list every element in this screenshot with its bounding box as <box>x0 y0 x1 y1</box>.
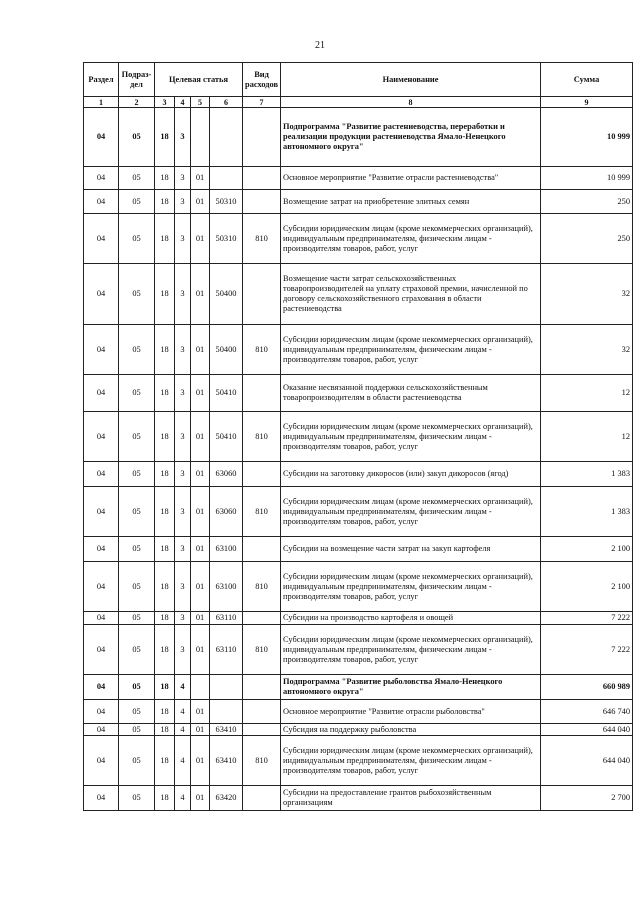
subprogram-code-cell: 4 <box>175 736 191 786</box>
podrazdel-cell: 05 <box>119 487 155 537</box>
podrazdel-cell: 05 <box>119 325 155 375</box>
name-cell: Основное мероприятие "Развитие отрасли растениеводства" <box>281 167 541 190</box>
sum-cell: 2 100 <box>541 537 633 562</box>
direction-code-cell <box>210 167 243 190</box>
razdel-cell: 04 <box>84 412 119 462</box>
podrazdel-cell: 05 <box>119 214 155 264</box>
name-cell: Оказание несвязанной поддержки сельскохозяйственным товаропроизводителям в области растениеводства <box>281 375 541 412</box>
header-target-article: Целевая статья <box>155 63 243 97</box>
sum-cell: 644 040 <box>541 736 633 786</box>
podrazdel-cell: 05 <box>119 264 155 325</box>
table-row <box>84 190 633 214</box>
name-cell: Субсидии юридическим лицам (кроме некоммерческих организаций), индивидуальным предпринимателям, физическим лицам - производителям товаров, работ, услуг <box>281 325 541 375</box>
direction-code-cell: 63100 <box>210 562 243 612</box>
podrazdel-cell: 05 <box>119 736 155 786</box>
direction-code-cell <box>210 108 243 167</box>
sum-cell: 10 999 <box>541 108 633 167</box>
direction-code-cell: 50400 <box>210 325 243 375</box>
program-code-cell: 18 <box>155 612 175 625</box>
direction-code-cell: 63060 <box>210 462 243 487</box>
subprogram-code-cell: 3 <box>175 190 191 214</box>
razdel-cell: 04 <box>84 724 119 736</box>
event-code-cell: 01 <box>191 325 210 375</box>
event-code-cell: 01 <box>191 487 210 537</box>
event-code-cell: 01 <box>191 167 210 190</box>
program-code-cell: 18 <box>155 167 175 190</box>
expense-type-cell: 810 <box>243 412 281 462</box>
program-code-cell: 18 <box>155 537 175 562</box>
name-cell: Субсидии юридическим лицам (кроме некоммерческих организаций), индивидуальным предпринимателям, физическим лицам - производителям товаров, работ, услуг <box>281 736 541 786</box>
column-number: 8 <box>281 97 541 108</box>
program-code-cell: 18 <box>155 108 175 167</box>
event-code-cell: 01 <box>191 375 210 412</box>
program-code-cell: 18 <box>155 462 175 487</box>
direction-code-cell: 63110 <box>210 612 243 625</box>
program-code-cell: 18 <box>155 325 175 375</box>
razdel-cell: 04 <box>84 487 119 537</box>
name-cell: Субсидии на производство картофеля и овощей <box>281 612 541 625</box>
table-row <box>84 487 633 537</box>
direction-code-cell: 63100 <box>210 537 243 562</box>
direction-code-cell: 50310 <box>210 214 243 264</box>
event-code-cell <box>191 675 210 700</box>
podrazdel-cell: 05 <box>119 724 155 736</box>
name-cell: Подпрограмма "Развитие растениеводства, переработки и реализации продукции растениеводства Ямало-Ненецкого автономного округа" <box>281 108 541 167</box>
subprogram-code-cell: 4 <box>175 675 191 700</box>
program-code-cell: 18 <box>155 214 175 264</box>
expense-type-cell <box>243 724 281 736</box>
podrazdel-cell: 05 <box>119 167 155 190</box>
name-cell: Субсидии юридическим лицам (кроме некоммерческих организаций), индивидуальным предпринимателям, физическим лицам - производителям товаров, работ, услуг <box>281 562 541 612</box>
table-row <box>84 612 633 625</box>
program-code-cell: 18 <box>155 375 175 412</box>
table-body <box>84 108 633 811</box>
sum-cell: 660 989 <box>541 675 633 700</box>
table-row <box>84 786 633 811</box>
razdel-cell: 04 <box>84 612 119 625</box>
table-row <box>84 108 633 167</box>
name-cell: Субсидии юридическим лицам (кроме некоммерческих организаций), индивидуальным предпринимателям, физическим лицам - производителям товаров, работ, услуг <box>281 412 541 462</box>
table-row <box>84 462 633 487</box>
expense-type-cell: 810 <box>243 736 281 786</box>
expense-type-cell <box>243 675 281 700</box>
razdel-cell: 04 <box>84 264 119 325</box>
name-cell: Подпрограмма "Развитие рыболовства Ямало-Ненецкого автономного округа" <box>281 675 541 700</box>
expense-type-cell <box>243 612 281 625</box>
event-code-cell: 01 <box>191 190 210 214</box>
sum-cell: 2 100 <box>541 562 633 612</box>
event-code-cell: 01 <box>191 786 210 811</box>
subprogram-code-cell: 3 <box>175 537 191 562</box>
razdel-cell: 04 <box>84 625 119 675</box>
direction-code-cell: 50410 <box>210 412 243 462</box>
direction-code-cell: 63410 <box>210 736 243 786</box>
program-code-cell: 18 <box>155 625 175 675</box>
header-name: Наименование <box>281 63 541 97</box>
column-number: 4 <box>175 97 191 108</box>
table-row <box>84 264 633 325</box>
event-code-cell: 01 <box>191 462 210 487</box>
expense-type-cell <box>243 375 281 412</box>
table-row <box>84 375 633 412</box>
event-code-cell: 01 <box>191 724 210 736</box>
event-code-cell: 01 <box>191 612 210 625</box>
razdel-cell: 04 <box>84 108 119 167</box>
column-number-row <box>84 97 633 108</box>
program-code-cell: 18 <box>155 562 175 612</box>
razdel-cell: 04 <box>84 462 119 487</box>
subprogram-code-cell: 4 <box>175 786 191 811</box>
podrazdel-cell: 05 <box>119 675 155 700</box>
sum-cell: 32 <box>541 264 633 325</box>
sum-cell: 250 <box>541 214 633 264</box>
table-row <box>84 537 633 562</box>
name-cell: Субсидии на возмещение части затрат на закуп картофеля <box>281 537 541 562</box>
razdel-cell: 04 <box>84 190 119 214</box>
razdel-cell: 04 <box>84 537 119 562</box>
program-code-cell: 18 <box>155 736 175 786</box>
subprogram-code-cell: 3 <box>175 462 191 487</box>
sum-cell: 646 740 <box>541 700 633 724</box>
sum-cell: 250 <box>541 190 633 214</box>
event-code-cell: 01 <box>191 264 210 325</box>
direction-code-cell: 50410 <box>210 375 243 412</box>
sum-cell: 1 383 <box>541 462 633 487</box>
razdel-cell: 04 <box>84 375 119 412</box>
expense-type-cell: 810 <box>243 562 281 612</box>
podrazdel-cell: 05 <box>119 562 155 612</box>
name-cell: Основное мероприятие "Развитие отрасли рыболовства" <box>281 700 541 724</box>
header-razdel: Раздел <box>84 63 119 97</box>
expense-type-cell: 810 <box>243 625 281 675</box>
podrazdel-cell: 05 <box>119 625 155 675</box>
expense-type-cell: 810 <box>243 325 281 375</box>
subprogram-code-cell: 4 <box>175 724 191 736</box>
column-number: 6 <box>210 97 243 108</box>
event-code-cell: 01 <box>191 214 210 264</box>
sum-cell: 1 383 <box>541 487 633 537</box>
program-code-cell: 18 <box>155 412 175 462</box>
sum-cell: 7 222 <box>541 625 633 675</box>
podrazdel-cell: 05 <box>119 700 155 724</box>
podrazdel-cell: 05 <box>119 190 155 214</box>
subprogram-code-cell: 3 <box>175 167 191 190</box>
razdel-cell: 04 <box>84 167 119 190</box>
subprogram-code-cell: 4 <box>175 700 191 724</box>
event-code-cell: 01 <box>191 736 210 786</box>
direction-code-cell <box>210 675 243 700</box>
header-podrazdel: Подраз- дел <box>119 63 155 97</box>
expense-type-cell: 810 <box>243 214 281 264</box>
direction-code-cell: 50400 <box>210 264 243 325</box>
direction-code-cell: 50310 <box>210 190 243 214</box>
expense-type-cell <box>243 264 281 325</box>
program-code-cell: 18 <box>155 786 175 811</box>
expense-type-cell <box>243 786 281 811</box>
column-number: 2 <box>119 97 155 108</box>
header-expense-type: Вид расходов <box>243 63 281 97</box>
subprogram-code-cell: 3 <box>175 325 191 375</box>
sum-cell: 32 <box>541 325 633 375</box>
expense-type-cell <box>243 537 281 562</box>
sum-cell: 12 <box>541 375 633 412</box>
event-code-cell: 01 <box>191 537 210 562</box>
table-row <box>84 214 633 264</box>
name-cell: Субсидии юридическим лицам (кроме некоммерческих организаций), индивидуальным предпринимателям, физическим лицам - производителям товаров, работ, услуг <box>281 625 541 675</box>
header-sum: Сумма <box>541 63 633 97</box>
expense-type-cell <box>243 167 281 190</box>
sum-cell: 7 222 <box>541 612 633 625</box>
table-row <box>84 412 633 462</box>
expense-type-cell <box>243 462 281 487</box>
column-number: 5 <box>191 97 210 108</box>
direction-code-cell: 63060 <box>210 487 243 537</box>
subprogram-code-cell: 3 <box>175 412 191 462</box>
sum-cell: 2 700 <box>541 786 633 811</box>
budget-table <box>83 62 633 811</box>
subprogram-code-cell: 3 <box>175 108 191 167</box>
razdel-cell: 04 <box>84 562 119 612</box>
sum-cell: 644 040 <box>541 724 633 736</box>
expense-type-cell <box>243 700 281 724</box>
table-row <box>84 325 633 375</box>
razdel-cell: 04 <box>84 675 119 700</box>
column-number: 7 <box>243 97 281 108</box>
event-code-cell: 01 <box>191 412 210 462</box>
subprogram-code-cell: 3 <box>175 625 191 675</box>
podrazdel-cell: 05 <box>119 612 155 625</box>
direction-code-cell: 63110 <box>210 625 243 675</box>
razdel-cell: 04 <box>84 325 119 375</box>
table-row <box>84 675 633 700</box>
column-number: 1 <box>84 97 119 108</box>
column-number: 3 <box>155 97 175 108</box>
event-code-cell: 01 <box>191 562 210 612</box>
program-code-cell: 18 <box>155 190 175 214</box>
podrazdel-cell: 05 <box>119 537 155 562</box>
podrazdel-cell: 05 <box>119 412 155 462</box>
expense-type-cell: 810 <box>243 487 281 537</box>
sum-cell: 12 <box>541 412 633 462</box>
name-cell: Субсидии на предоставление грантов рыбохозяйственным организациям <box>281 786 541 811</box>
subprogram-code-cell: 3 <box>175 375 191 412</box>
name-cell: Возмещение части затрат сельскохозяйственных товаропроизводителей на уплату страховой премии, начисленной по договору сельскохозяйственного страхования в области растениеводства <box>281 264 541 325</box>
program-code-cell: 18 <box>155 264 175 325</box>
expense-type-cell <box>243 108 281 167</box>
table-row <box>84 625 633 675</box>
razdel-cell: 04 <box>84 736 119 786</box>
name-cell: Возмещение затрат на приобретение элитных семян <box>281 190 541 214</box>
subprogram-code-cell: 3 <box>175 562 191 612</box>
table-row <box>84 167 633 190</box>
program-code-cell: 18 <box>155 487 175 537</box>
program-code-cell: 18 <box>155 700 175 724</box>
program-code-cell: 18 <box>155 675 175 700</box>
name-cell: Субсидии на заготовку дикоросов (или) закуп дикоросов (ягод) <box>281 462 541 487</box>
direction-code-cell: 63410 <box>210 724 243 736</box>
page-number: 21 <box>315 40 325 51</box>
podrazdel-cell: 05 <box>119 108 155 167</box>
direction-code-cell: 63420 <box>210 786 243 811</box>
sum-cell: 10 999 <box>541 167 633 190</box>
subprogram-code-cell: 3 <box>175 264 191 325</box>
name-cell: Субсидии юридическим лицам (кроме некоммерческих организаций), индивидуальным предпринимателям, физическим лицам - производителям товаров, работ, услуг <box>281 487 541 537</box>
table-row <box>84 736 633 786</box>
subprogram-code-cell: 3 <box>175 487 191 537</box>
table-row <box>84 562 633 612</box>
razdel-cell: 04 <box>84 214 119 264</box>
column-number: 9 <box>541 97 633 108</box>
razdel-cell: 04 <box>84 786 119 811</box>
event-code-cell: 01 <box>191 625 210 675</box>
table-row <box>84 724 633 736</box>
name-cell: Субсидии юридическим лицам (кроме некоммерческих организаций), индивидуальным предпринимателям, физическим лицам - производителям товаров, работ, услуг <box>281 214 541 264</box>
table-row <box>84 700 633 724</box>
event-code-cell <box>191 108 210 167</box>
razdel-cell: 04 <box>84 700 119 724</box>
expense-type-cell <box>243 190 281 214</box>
podrazdel-cell: 05 <box>119 786 155 811</box>
program-code-cell: 18 <box>155 724 175 736</box>
event-code-cell: 01 <box>191 700 210 724</box>
podrazdel-cell: 05 <box>119 375 155 412</box>
name-cell: Субсидия на поддержку рыболовства <box>281 724 541 736</box>
podrazdel-cell: 05 <box>119 462 155 487</box>
subprogram-code-cell: 3 <box>175 612 191 625</box>
direction-code-cell <box>210 700 243 724</box>
subprogram-code-cell: 3 <box>175 214 191 264</box>
